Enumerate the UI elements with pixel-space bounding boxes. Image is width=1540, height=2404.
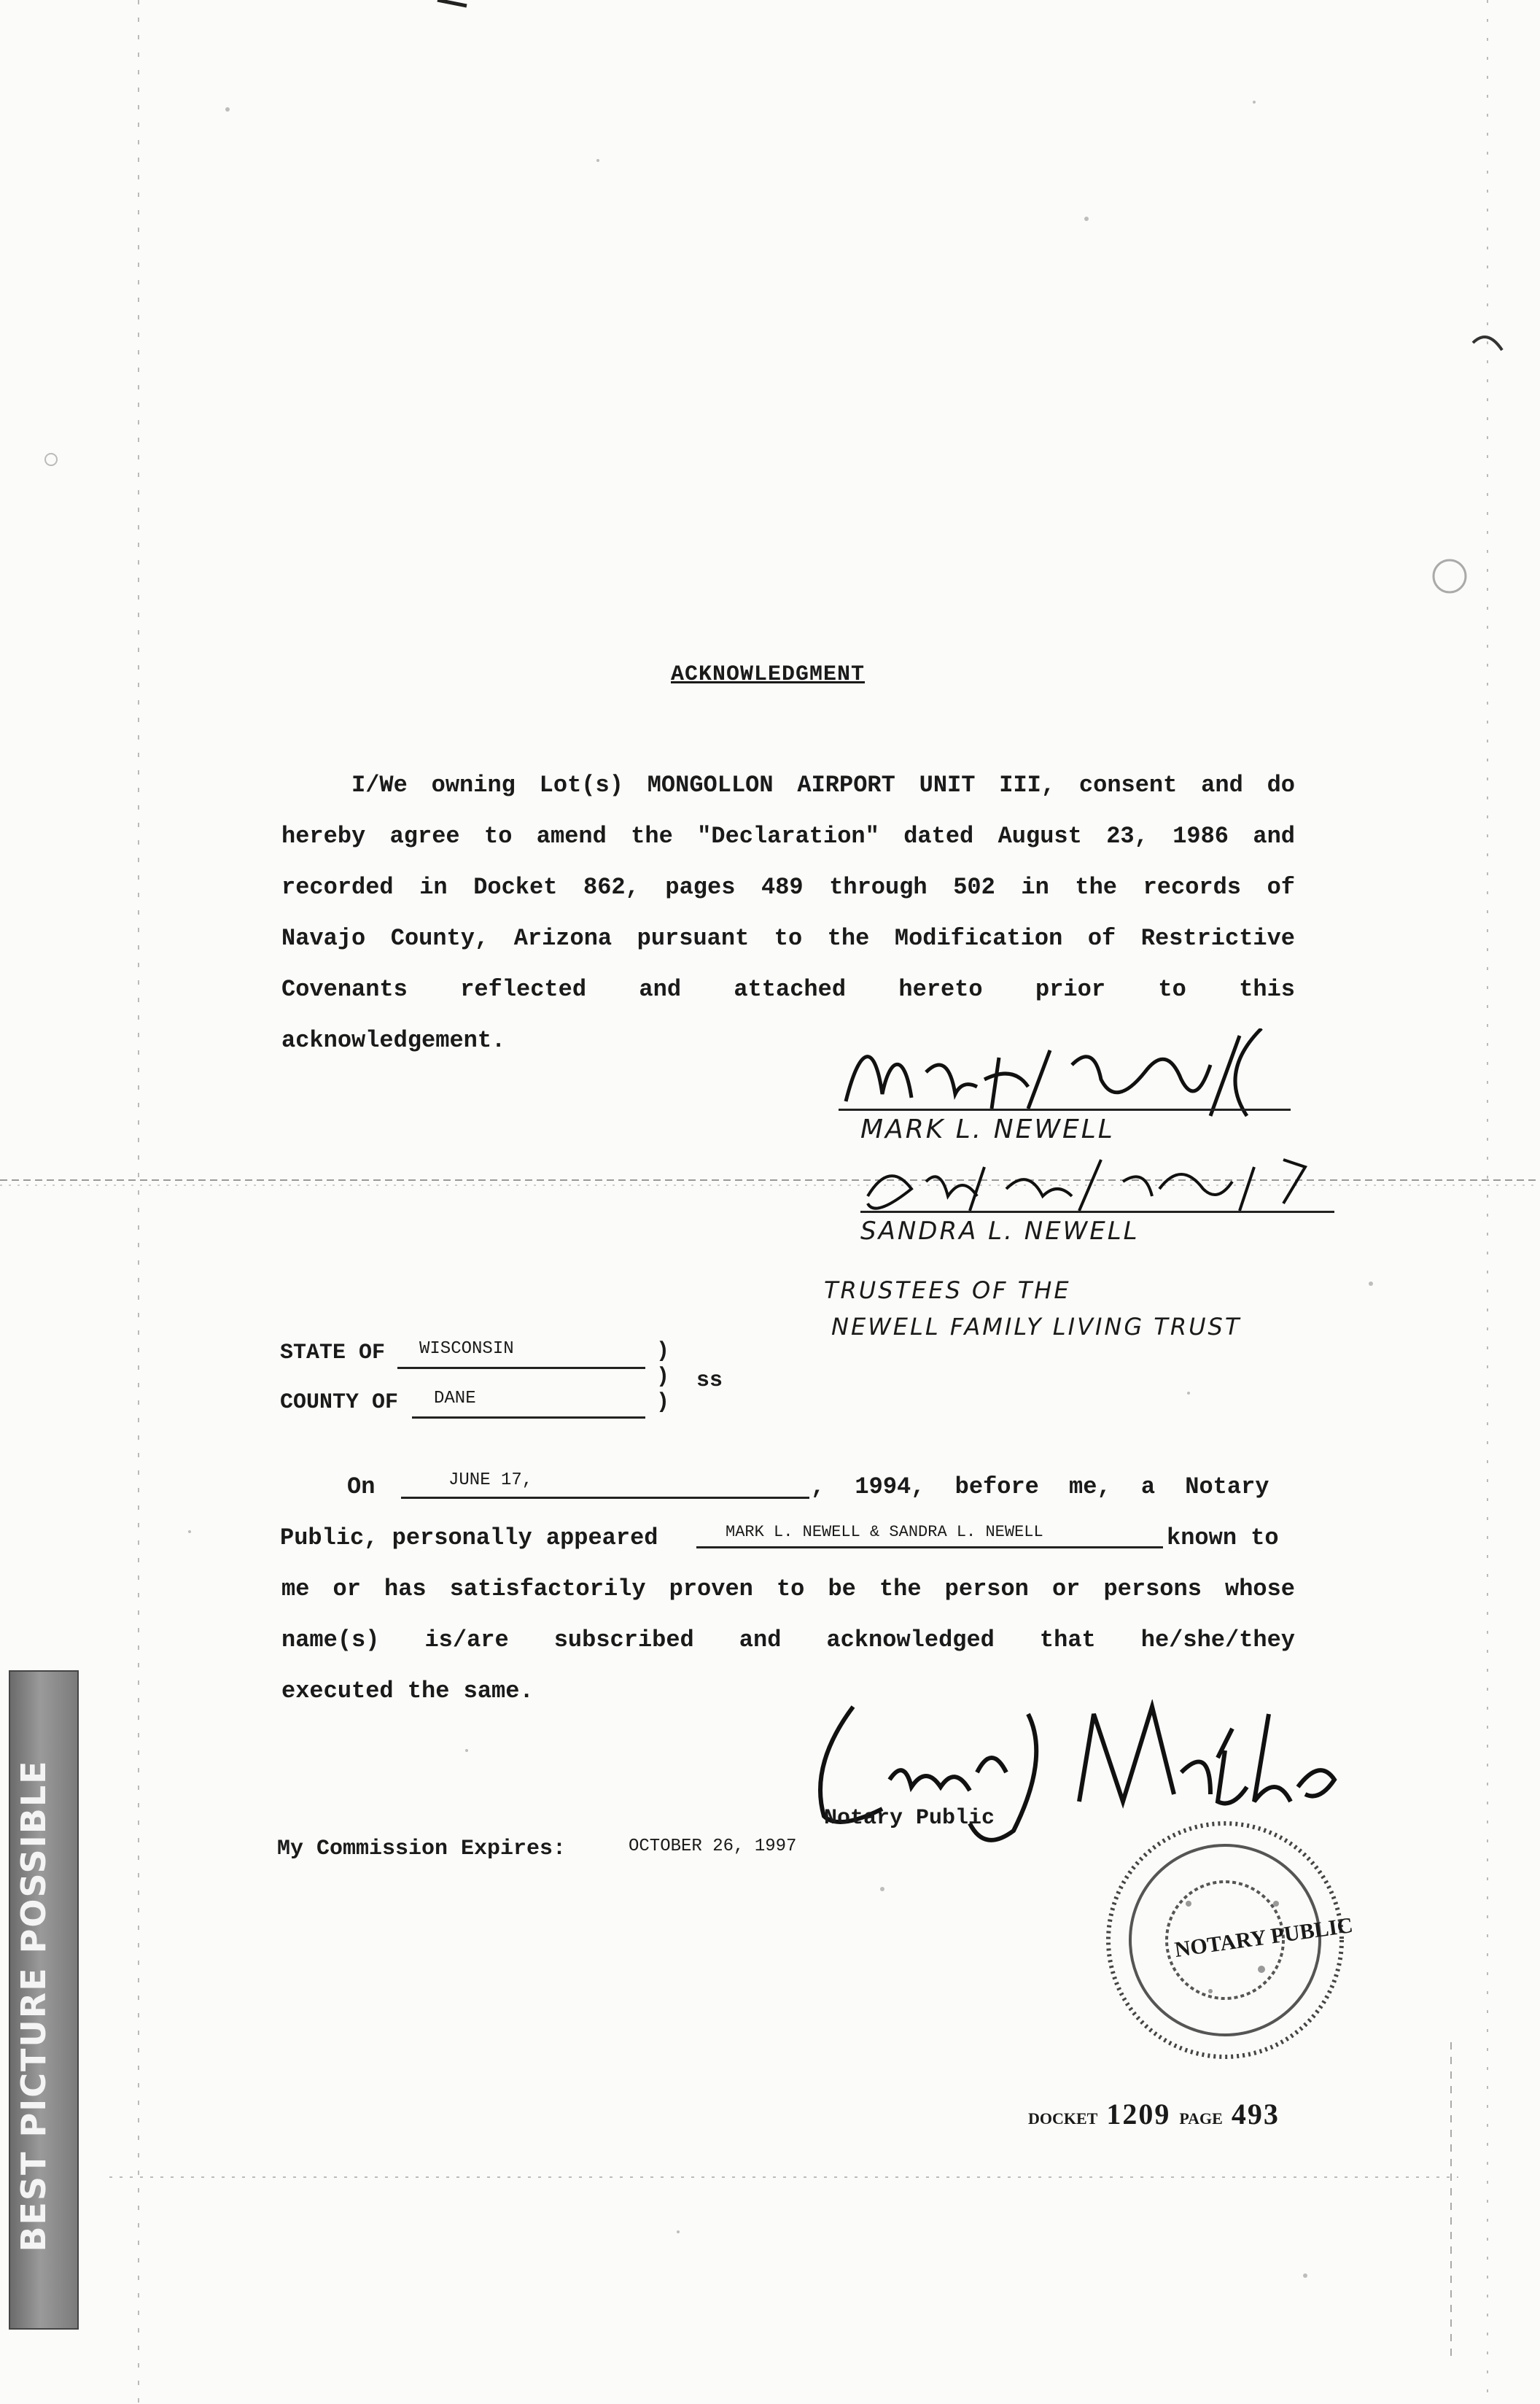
page-number: 493: [1231, 2098, 1280, 2130]
state-underline: [397, 1367, 645, 1369]
signatory-2-printed-name: SANDRA L. NEWELL: [860, 1217, 1140, 1246]
paragraph-line-5: Covenants reflected and attached hereto prior to this: [281, 976, 1295, 1003]
best-picture-label: BEST PICTURE POSSIBLE: [14, 1759, 53, 2252]
state-label: STATE OF: [280, 1341, 386, 1365]
notary-line-4: name(s) is/are subscribed and acknowledged that he/she/they: [281, 1626, 1295, 1653]
notary-line2-prefix: Public, personally appeared: [280, 1524, 658, 1551]
venue-bracket: ) ) ): [656, 1339, 670, 1415]
notary-public-label: Notary Public: [824, 1806, 995, 1831]
page-label: PAGE: [1179, 2109, 1223, 2128]
state-value: WISCONSIN: [419, 1339, 514, 1359]
persons-appeared-value: MARK L. NEWELL & SANDRA L. NEWELL: [726, 1523, 1043, 1541]
seal-text: NOTARY PUBLIC: [1172, 1913, 1355, 1962]
docket-reference: [1028, 2097, 1280, 2131]
paragraph-line-4: Navajo County, Arizona pursuant to the Modification of Restrictive: [281, 925, 1295, 952]
persons-underline: [696, 1546, 1163, 1548]
county-label: COUNTY OF: [280, 1390, 399, 1415]
notary-on-label: On: [347, 1473, 376, 1500]
paragraph-line-2: hereby agree to amend the "Declaration" dated August 23, 1986 and: [281, 823, 1295, 850]
notary-year-text: , 1994, before me, a Notary: [811, 1473, 1269, 1500]
paragraph-line-6: acknowledgement.: [281, 1027, 506, 1054]
notary-date-value: JUNE 17,: [448, 1470, 533, 1490]
county-underline: [412, 1416, 645, 1419]
notary-line-3: me or has satisfactorily proven to be the person or persons whose: [281, 1575, 1295, 1602]
docket-label: DOCKET: [1028, 2109, 1098, 2128]
date-underline: [401, 1497, 809, 1499]
signature-line-2: [860, 1211, 1334, 1213]
signature-sandra-newell: [846, 1152, 1342, 1218]
venue-ss: ss: [696, 1368, 723, 1393]
trustees-line-1: TRUSTEES OF THE: [824, 1276, 1071, 1304]
paragraph-line-3: recorded in Docket 862, pages 489 through 502 in the records of: [281, 874, 1295, 901]
paragraph-line-1: I/We owning Lot(s) MONGOLLON AIRPORT UNIT III, consent and do: [351, 772, 1295, 799]
trustees-line-2: NEWELL FAMILY LIVING TRUST: [831, 1313, 1242, 1341]
notary-line2-suffix: known to: [1167, 1524, 1279, 1551]
notary-line-5: executed the same.: [281, 1678, 534, 1705]
docket-number: 1209: [1106, 2098, 1171, 2130]
signature-line-1: [839, 1109, 1291, 1111]
signatory-1-printed-name: MARK L. NEWELL: [860, 1114, 1115, 1144]
commission-expires-value: OCTOBER 26, 1997: [629, 1837, 797, 1856]
document-title: ACKNOWLEDGMENT: [671, 662, 866, 687]
commission-expires-label: My Commission Expires:: [277, 1837, 567, 1861]
county-value: DANE: [434, 1389, 476, 1408]
